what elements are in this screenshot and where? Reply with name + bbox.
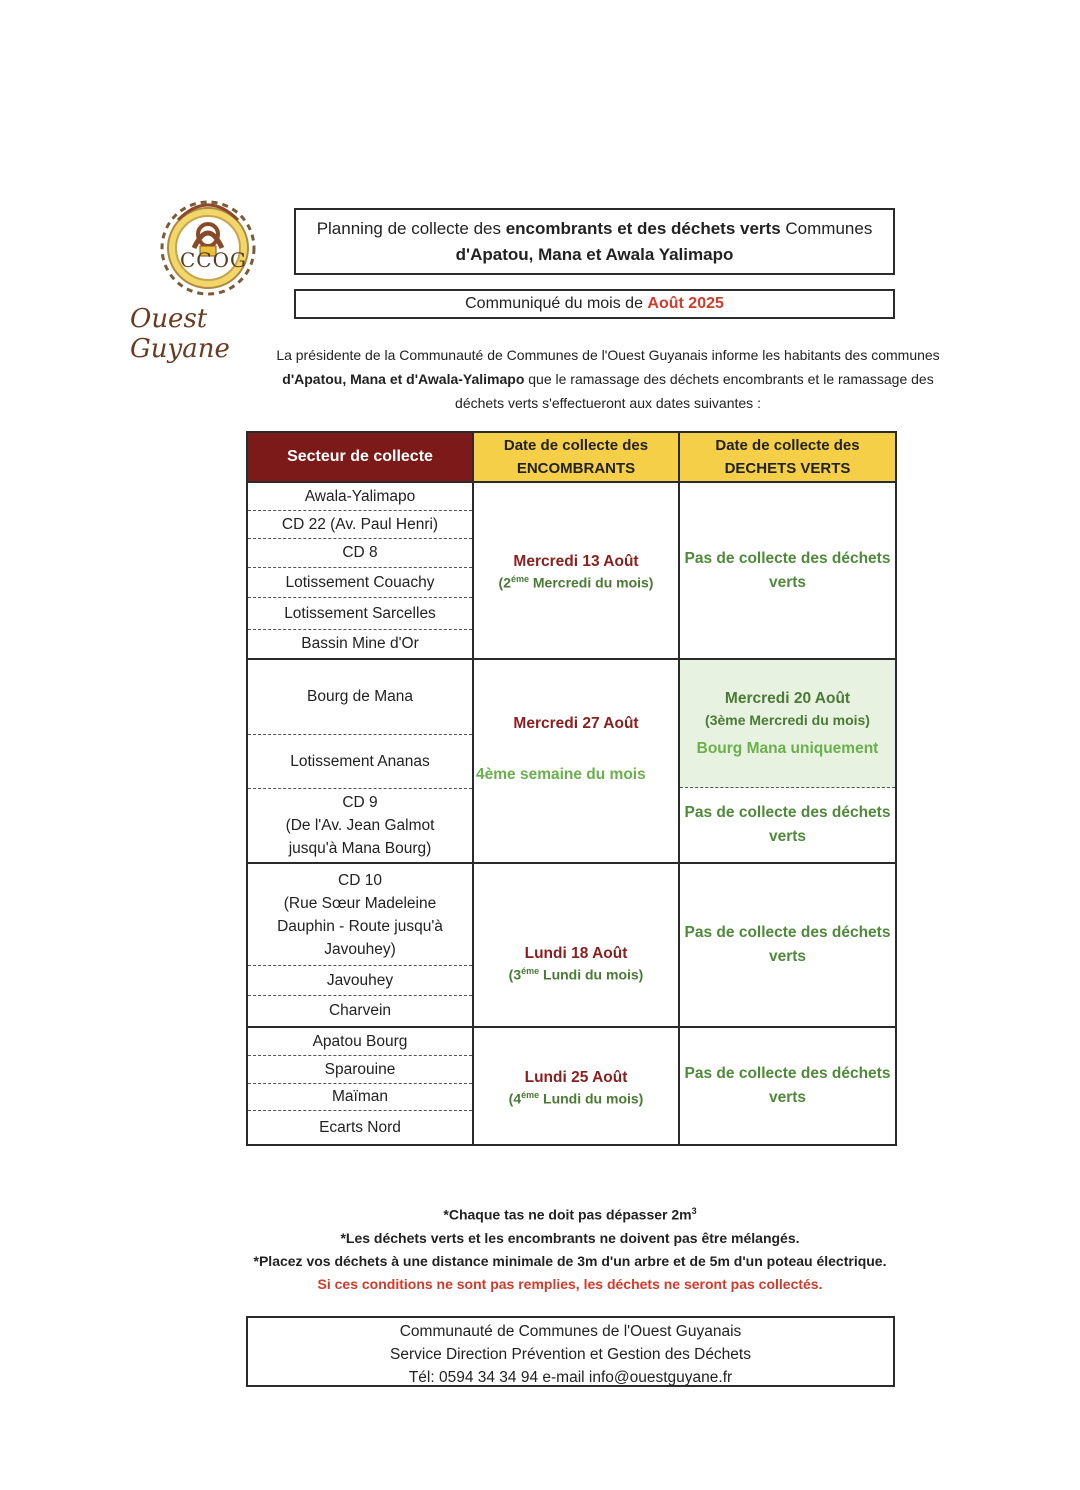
sector-item: Bassin Mine d'Or: [301, 635, 419, 652]
group3-dechets-verts: Pas de collecte des déchets verts: [679, 863, 896, 1027]
header-dechets-verts: Date de collecte des DECHETS VERTS: [679, 432, 896, 482]
sector-item: CD 22 (Av. Paul Henri): [248, 511, 472, 539]
header-encombrants: Date de collecte des ENCOMBRANTS: [473, 432, 679, 482]
note-1: *Chaque tas ne doit pas dépasser $2m^3$: [443, 1206, 697, 1223]
group1-sectors: [247, 482, 473, 659]
dv-green-box: Mercredi 20 Août (3ème Mercredi du mois) Bourg Mana uniquement: [680, 660, 895, 788]
group3-sectors: [247, 863, 473, 1027]
sector-item: Sparouine: [248, 1056, 472, 1084]
table-row: [247, 863, 896, 1027]
footer-service: Service Direction Prévention et Gestion des Déchets: [390, 1346, 751, 1363]
title-line-1: Planning de collecte des encombrants et des déchets verts Communes: [316, 219, 873, 238]
sector-item: Awala-Yalimapo: [248, 483, 472, 511]
sector-item: CD 9 (De l'Av. Jean Galmot jusqu'à Mana Bourg): [285, 794, 435, 857]
note-warning: Si ces conditions ne sont pas remplies, les déchets ne seront pas collectés.: [317, 1275, 823, 1292]
note-2: *Les déchets verts et les encombrants ne doivent pas être mélangés.: [340, 1229, 800, 1246]
sector-item: Lotissement Sarcelles: [248, 598, 472, 630]
collection-schedule-table: [246, 431, 897, 1146]
sector-item: Javouhey: [248, 966, 472, 996]
communique-box: Communiqué du mois de Août 2025: [294, 289, 895, 319]
logo-script-text: Ouest Guyane: [130, 304, 230, 364]
title-line-2: d'Apatou, Mana et Awala Yalimapo: [455, 245, 734, 264]
table-row: [247, 659, 896, 863]
sector-item: Ecarts Nord: [319, 1118, 401, 1136]
logo-ring-text: CCOG: [180, 248, 247, 272]
table-row: [247, 1027, 896, 1145]
group4-sectors: [247, 1027, 473, 1145]
group4-dechets-verts: Pas de collecte des déchets verts: [679, 1027, 896, 1145]
communique-month: Août 2025: [647, 295, 724, 312]
sector-item: CD 8: [248, 539, 472, 568]
sector-item: Lotissement Ananas: [248, 735, 472, 789]
contact-footer-box: [246, 1316, 895, 1387]
sector-item: Bourg de Mana: [248, 660, 472, 735]
table-header-row: [247, 432, 896, 482]
group1-dechets-verts: Pas de collecte des déchets verts: [679, 482, 896, 659]
sector-item: CD 10 (Rue Sœur Madeleine Dauphin - Route jusqu'à Javouhey): [248, 864, 472, 966]
sector-item: Charvein: [328, 1002, 392, 1019]
sector-item: Maïman: [248, 1084, 472, 1111]
ccog-logo: [128, 176, 293, 364]
group2-sectors: [247, 659, 473, 863]
notes-section: [230, 1200, 910, 1296]
group2-encombrants: Mercredi 27 Août 4ème semaine du mois: [473, 659, 679, 863]
group1-encombrants: Mercredi 13 Août ($2^{éme}$ Mercredi du mois): [473, 482, 679, 659]
title-box: [294, 208, 895, 275]
sector-item: Lotissement Couachy: [248, 568, 472, 598]
table-row: [247, 482, 896, 659]
sector-item: Apatou Bourg: [248, 1028, 472, 1056]
note-3: *Placez vos déchets à une distance minimale de 3m d'un arbre et de 5m d'un poteau électrique.: [253, 1252, 887, 1269]
group4-encombrants: Lundi 25 Août ($4^{éme}$ Lundi du mois): [473, 1027, 679, 1145]
header-secteur: Secteur de collecte: [247, 432, 473, 482]
footer-contact: Tél: 0594 34 34 94 e-mail info@ouestguyane.fr: [408, 1369, 733, 1386]
intro-paragraph: La présidente de la Communauté de Communes de l'Ouest Guyanais informe les habitants des communes d'Apatou, Mana et d'Awala-Yalimapo que le ramassage des déchets encombrants et le ramassage des déchets verts s'effectueront aux dates suivantes :: [276, 347, 940, 411]
footer-org: Communauté de Communes de l'Ouest Guyanais: [399, 1323, 742, 1340]
group3-encombrants: Lundi 18 Août ($3^{éme}$ Lundi du mois): [473, 863, 679, 1027]
group2-dechets-verts: Mercredi 20 Août (3ème Mercredi du mois) Bourg Mana uniquement Pas de collecte des déchets verts: [679, 659, 896, 863]
